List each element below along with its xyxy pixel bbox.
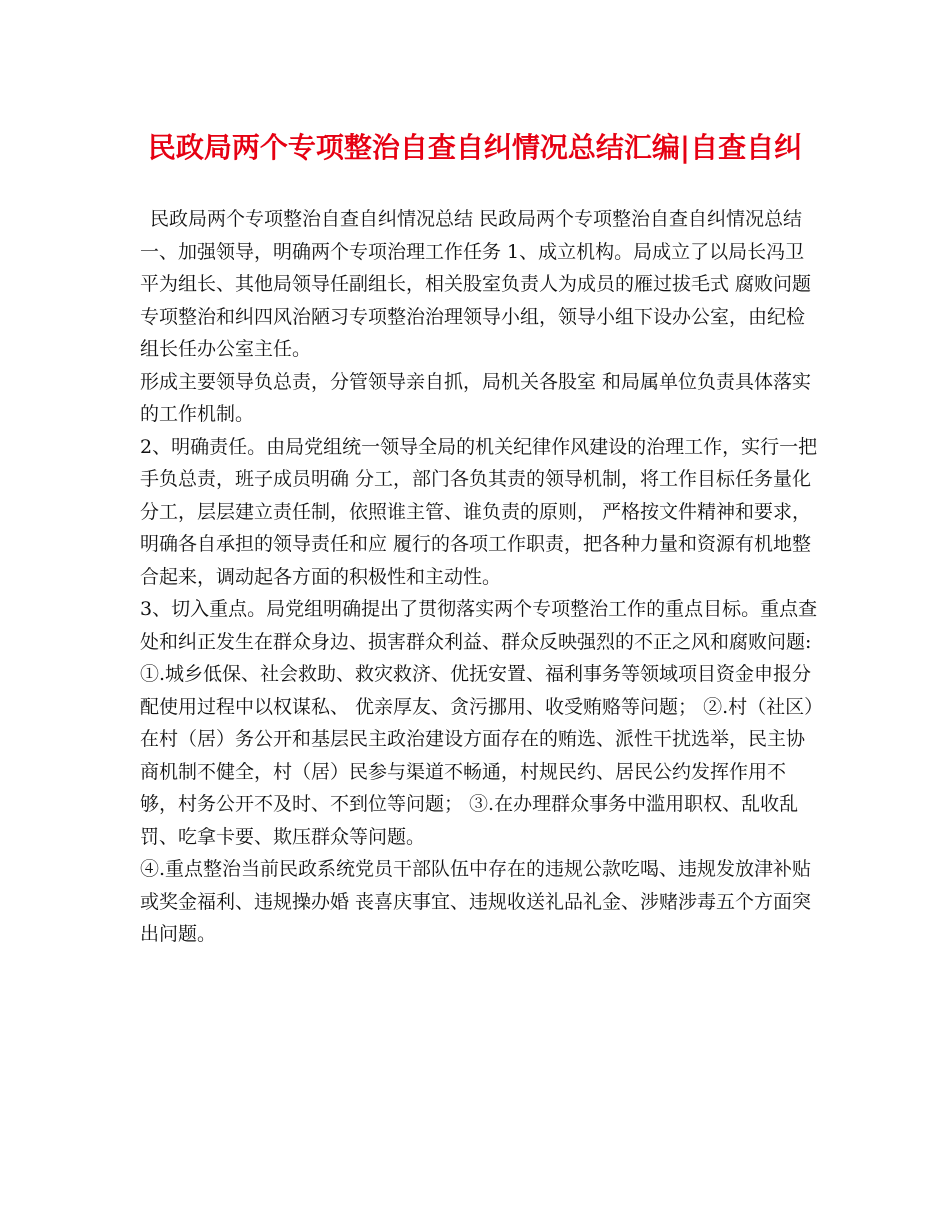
paragraph-mechanism: 形成主要领导负总责，分管领导亲自抓，局机关各股室 和局属单位负责具体落实的工作机制。 (140, 370, 812, 425)
document-body (140, 203, 820, 951)
paragraph-intro: 民政局两个专项整治自查自纠情况总结 民政局两个专项整治自查自纠情况总结 一、加强领导，明确两个专项治理工作任务 1、成立机构。局成立了以局长冯卫平为组长、其他局领导任副组长，相关股室负责人为成员的雁过拔毛式 腐败问题专项整治和纠四风治陋习专项整治治理领导小组，领导小组下设办公室，由纪检组长任办公室主任。 (140, 208, 812, 360)
paragraph-key-points: 3、切入重点。局党组明确提出了贯彻落实两个专项整治工作的重点目标。重点查处和纠正发生在群众身边、损害群众利益、群众反映强烈的不正之风和腐败问题: ①.城乡低保、社会救助、救灾救济、优抚安置、福利事务等领域项目资金申报分配使用过程中以权谋私、 优亲厚友、贪污挪用、收受贿赂等问题； ②.村（社区）在村（居）务公开和基层民主政治建设方面存在的贿选、派性干扰选举，民主协商机制不健全，村（居）民参与渠道不畅通，村规民约、居民公约发挥作用不够，村务公开不及时、不到位等问题； ③.在办理群众事务中滥用职权、乱收乱罚、吃拿卡要、欺压群众等问题。 (140, 598, 818, 848)
document-title: 民政局两个专项整治自查自纠情况总结汇编|自查自纠 (147, 131, 803, 164)
paragraph-responsibility: 2、明确责任。由局党组统一领导全局的机关纪律作风建设的治理工作，实行一把手负总责，班子成员明确 分工，部门各负其责的领导机制，将工作目标任务量化 分工，层层建立责任制，依照谁主管、谁负责的原则， 严格按文件精神和要求，明确各自承担的领导责任和应 履行的各项工作职责，把各种力量和资源有机地整合起来，调动起各方面的积极性和主动性。 (140, 435, 818, 588)
paragraph-rectification: ④.重点整治当前民政系统党员干部队伍中存在的违规公款吃喝、违规发放津补贴或奖金福利、违规操办婚 丧喜庆事宜、违规收送礼品礼金、涉赌涉毒五个方面突 出问题。 (140, 858, 812, 945)
